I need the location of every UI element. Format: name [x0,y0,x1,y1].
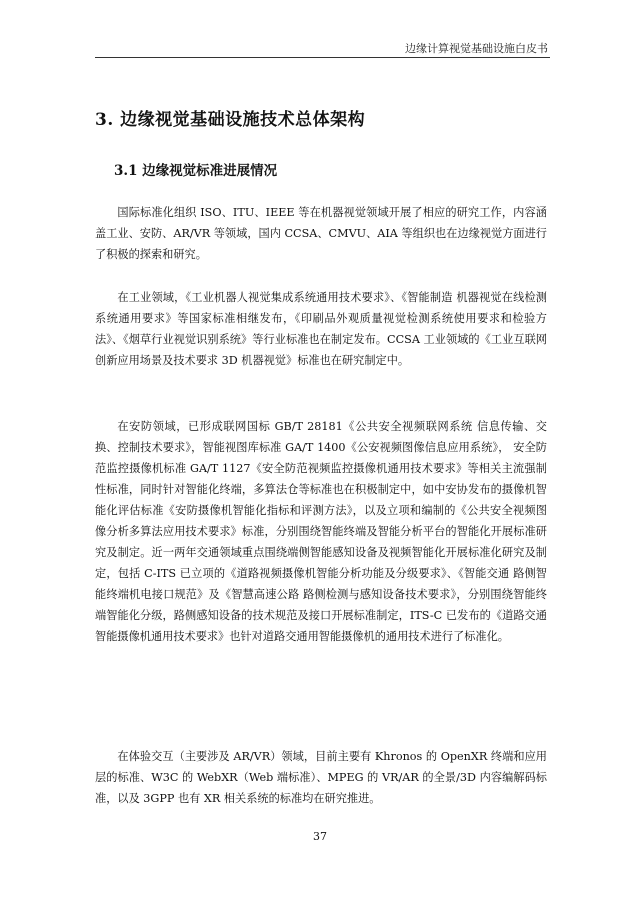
running-header: 边缘计算视觉基础设施白皮书 [405,42,548,55]
header-divider [95,57,550,58]
paragraph-security-field: 在安防领域，已形成联网国标 GB/T 28181《公共安全视频联网系统 信息传输、交换、控制技术要求》，智能视图库标准 GA/T 1400《公安视频图像信息应用系统》， 安全防范监控摄像机标准 GA/T 1127《安全防范视频监控摄像机通用技术要求》等相关主流强制性标准，同时针对智能化终端，多算法仓等标准也在积极制定中，如中安协发布的摄像机智能化评估标准《安防摄像机智能化指标和评测方法》，以及立项和编制的《公共安全视频图像分析多算法应用技术要求》标准，分别围绕智能终端及智能分析平台的智能化开展标准研究及制定。近一两年交通领域重点围绕端侧智能感知设备及视频智能化开展标准化研究及制定，包括 C-ITS 已立项的《道路视频摄像机智能分析功能及分级要求》、《智能交通 路侧智能终端机电接口规范》及《智慧高速公路 路侧检测与感知设备技术要求》，分别围绕智能终端智能化分级，路侧感知设备的技术规范及接口开展标准制定，ITS-C 已发布的《道路交通 智能摄像机通用技术要求》也针对道路交通用智能摄像机的通用技术进行了标准化。 [95,420,547,643]
paragraph-international-standards: 国际标准化组织 ISO、ITU、IEEE 等在机器视觉领域开展了相应的研究工作，内容涵盖工业、安防、AR/VR 等领域，国内 CCSA、CMVU、AIA 等组织也在边缘视觉方面进行了积极的探索和研究。 [95,206,547,261]
section-heading: 3. 边缘视觉基础设施技术总体架构 [95,110,366,130]
paragraph-interaction-field: 在体验交互（主要涉及 AR/VR）领域，目前主要有 Khronos 的 OpenXR 终端和应用层的标准、W3C 的 WebXR（Web 端标准）、MPEG 的 VR/AR 的全景/3D 内容编解码标准，以及 3GPP 也有 XR 相关系统的标准均在研究推进。 [95,750,547,805]
paragraph-industrial-field: 在工业领域，《工业机器人视觉集成系统通用技术要求》、《智能制造 机器视觉在线检测系统通用要求》等国家标准相继发布，《印刷品外观质量视觉检测系统使用要求和检验方法》、《烟草行业视觉识别系统》等行业标准也在制定发布。CCSA 工业领域的《工业互联网创新应用场景及技术要求 3D 机器视觉》标准也在研究制定中。 [95,291,547,367]
subsection-heading: 3.1 边缘视觉标准进展情况 [114,163,278,179]
page-number: 37 [313,830,327,843]
